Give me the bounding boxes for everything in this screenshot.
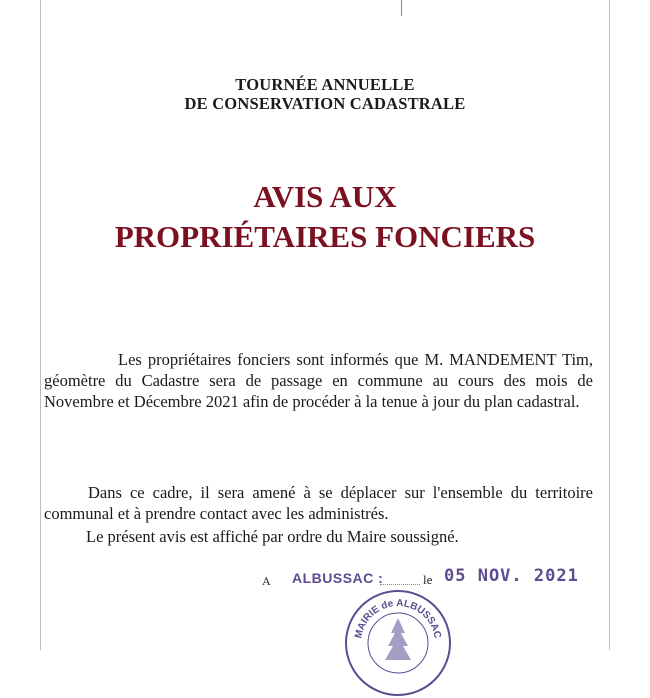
seal-text: MAIRIE de ALBUSSAC <box>353 597 443 640</box>
header-line-2: DE CONSERVATION CADASTRALE <box>184 94 466 113</box>
document-header <box>0 75 650 113</box>
signature-le: le <box>423 572 433 587</box>
paragraph-announcement: Les propriétaires fonciers sont informés que M. MANDEMENT Tim, géomètre du Cadastre sera de passage en commune au cours des mois de Novembre et Décembre 2021 afin de procéder à la tenue à jour du plan cadastral. <box>44 350 593 411</box>
title-line-1: AVIS AUX <box>253 179 397 214</box>
signature-place-stamp: ALBUSSAC : <box>292 570 384 586</box>
header-line-1: TOURNÉE ANNUELLE <box>235 75 415 94</box>
paragraph-order: Le présent avis est affiché par ordre du Maire soussigné. <box>86 527 459 546</box>
signature-a: A <box>262 574 271 588</box>
seal-emblem <box>385 618 411 660</box>
town-hall-seal <box>343 588 453 698</box>
notice-title <box>0 177 650 257</box>
signature-date-stamp: 05 NOV. 2021 <box>444 566 579 586</box>
scan-mark <box>401 0 402 16</box>
paragraph-context: Dans ce cadre, il sera amené à se déplacer sur l'ensemble du territoire communal et à prendre contact avec les administrés. <box>44 483 593 523</box>
title-line-2: PROPRIÉTAIRES FONCIERS <box>114 219 536 254</box>
signature-blank <box>380 584 420 585</box>
